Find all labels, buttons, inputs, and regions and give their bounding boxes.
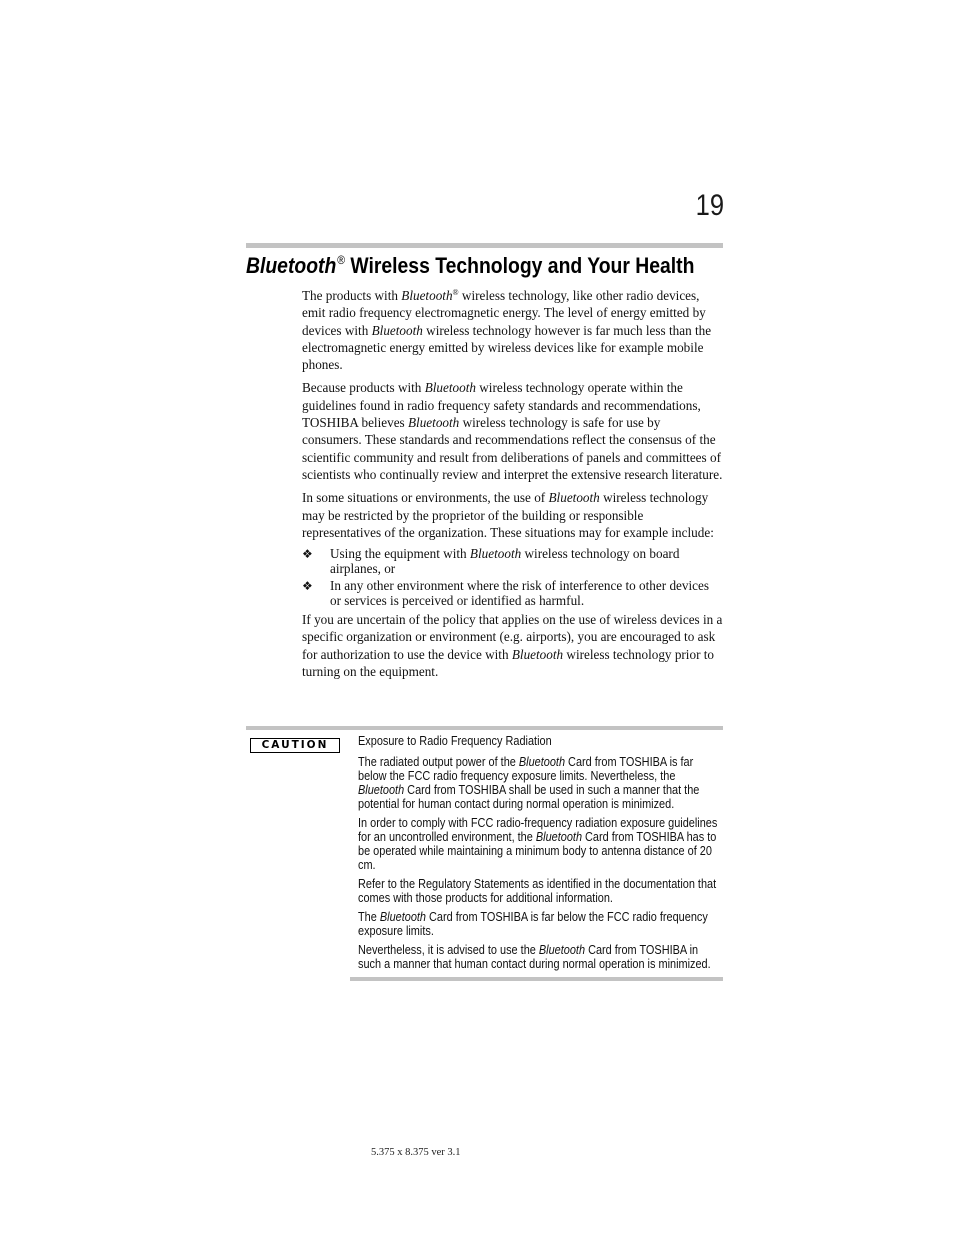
text-italic: Bluetooth: [535, 829, 583, 844]
paragraph-4: [302, 611, 723, 680]
heading-text: Wireless Technology and Your Health: [345, 253, 695, 278]
text-italic: Bluetooth: [371, 322, 423, 338]
caution-paragraph-1: [358, 755, 719, 811]
caution-badge: CAUTION: [250, 738, 340, 753]
text-italic: Bluetooth: [538, 942, 586, 957]
heading-italic: Bluetooth: [246, 253, 337, 278]
page-number: 19: [695, 189, 724, 222]
list-item: [302, 579, 723, 608]
diamond-bullet-icon: ❖: [302, 547, 313, 562]
text-italic: Bluetooth: [424, 380, 476, 396]
text: wireless technology on board airplanes, or: [330, 546, 680, 576]
caution-title: Exposure to Radio Frequency Radiation: [358, 733, 552, 748]
paragraph-2: [302, 379, 723, 483]
text: Card from TOSHIBA is far below the FCC radio frequency exposure limits. Nevertheless, the: [358, 754, 694, 783]
text: In order to comply with FCC radio-frequency radiation exposure guidelines for an uncontrolled environment, the: [358, 815, 718, 844]
footer-version: 5.375 x 8.375 ver 3.1: [371, 1147, 461, 1158]
caution-text: [358, 734, 719, 976]
text: Card from TOSHIBA shall be used in such a manner that the potential for human contact during normal operation is minimized.: [358, 782, 700, 811]
text: Nevertheless, it is advised to use the: [358, 942, 539, 957]
caution-top-rule: [246, 726, 723, 730]
text: In any other environment where the risk of interference to other devices or services is perceived or identified as harmful.: [330, 578, 709, 608]
text: wireless technology however is far much less than the electromagnetic energy emitted by wireless devices like for example mobile phones.: [302, 322, 712, 373]
caution-paragraph-5: [358, 943, 719, 971]
text-italic: Bluetooth: [379, 909, 427, 924]
heading-rule: [246, 243, 723, 248]
text: wireless technology, like other radio devices, emit radio frequency electromagnetic energy. The level of energy emitted by devices with: [302, 288, 706, 338]
text: wireless technology is safe for use by consumers. These standards and recommendations reflect the consensus of the scientific community and result from deliberations of panels and committees of scientists who continually review and interpret the extensive research literature.: [302, 415, 723, 482]
text: The radiated output power of the: [358, 754, 519, 769]
text: wireless technology operate within the guidelines found in radio frequency safety standards and recommendations, TOSHIBA believes: [302, 380, 701, 431]
text: wireless technology may be restricted by the proprietor of the building or responsible representatives of the organization. These situations may for example include:: [302, 490, 714, 540]
heading-registered-mark: ®: [337, 253, 345, 267]
text-italic: Bluetooth: [401, 288, 453, 303]
text-italic: Bluetooth: [358, 782, 405, 797]
registered-mark: ®: [452, 288, 459, 297]
body-text: [302, 287, 723, 686]
caution-bottom-rule: [350, 977, 723, 981]
text: Because products with: [302, 380, 425, 396]
text-italic: Bluetooth: [518, 754, 566, 769]
diamond-bullet-icon: ❖: [302, 579, 313, 594]
text: Card from TOSHIBA has to be operated while maintaining a minimum body to antenna distance of 20 cm.: [358, 829, 717, 872]
paragraph-1: [302, 287, 723, 373]
text-italic: Bluetooth: [548, 490, 600, 506]
text: The: [358, 909, 380, 924]
text: If you are uncertain of the policy that applies on the use of wireless devices in a specific organization or environment (e.g. airports), you are encouraged to ask for authorization to use the device with: [302, 612, 723, 662]
text: wireless technology prior to turning on the equipment.: [302, 646, 715, 680]
text: The products with: [302, 288, 402, 303]
text-italic: Bluetooth: [407, 415, 460, 431]
page-heading: [246, 251, 721, 281]
text: Card from TOSHIBA is far below the FCC radio frequency exposure limits.: [358, 909, 708, 938]
caution-paragraph-3: Refer to the Regulatory Statements as identified in the documentation that comes with those products for additional information.: [358, 876, 717, 905]
list-item: [302, 547, 723, 576]
bullet-list: [302, 547, 723, 608]
text-italic: Bluetooth: [511, 646, 564, 662]
caution-paragraph-4: [358, 910, 719, 938]
text-italic: Bluetooth: [469, 546, 522, 562]
caution-paragraph-2: [358, 816, 719, 872]
text: In some situations or environments, the use of: [302, 490, 549, 506]
paragraph-3: [302, 489, 723, 541]
text: Using the equipment with: [330, 546, 470, 562]
text: Card from TOSHIBA in such a manner that human contact during normal operation is minimized.: [358, 942, 711, 971]
